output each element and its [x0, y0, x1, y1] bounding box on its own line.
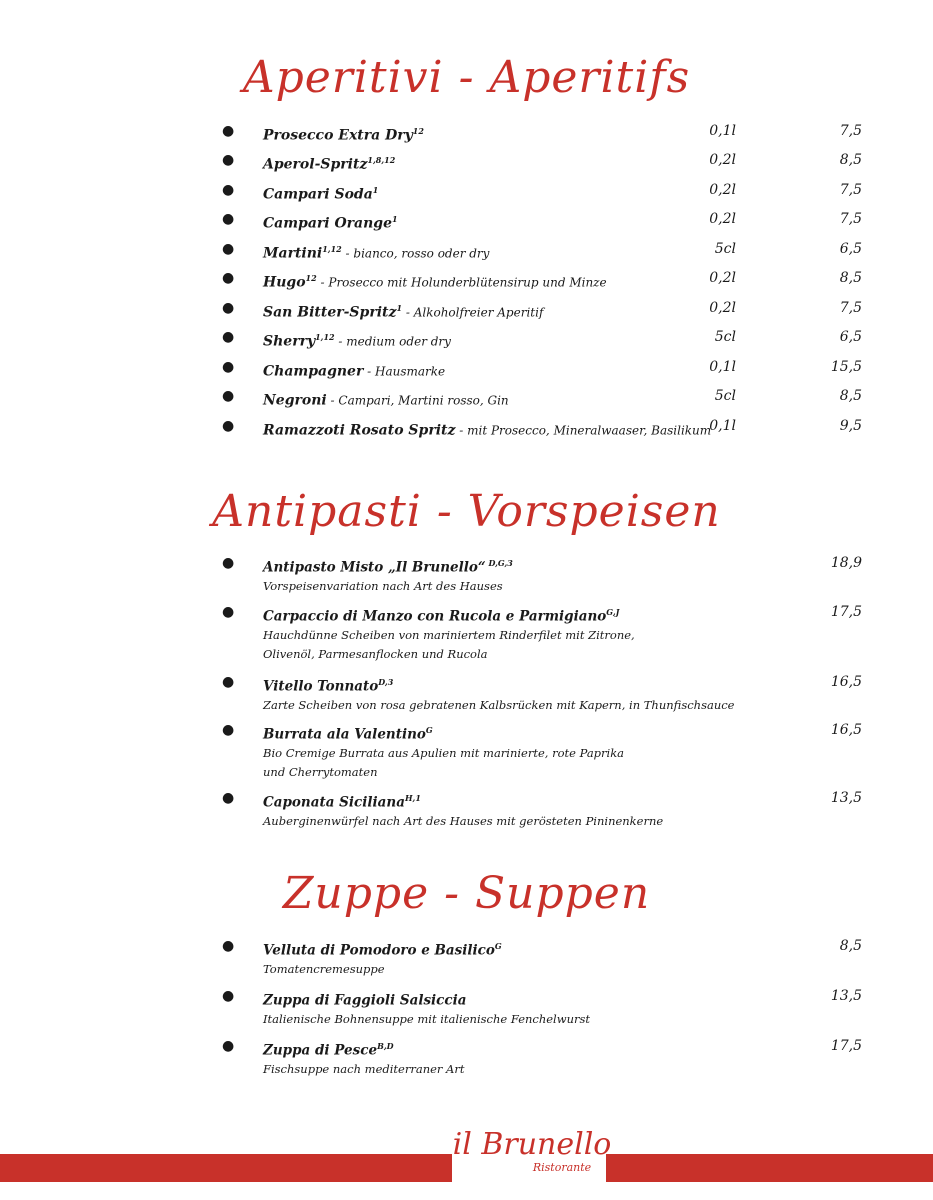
bullet-icon: ●	[222, 604, 235, 620]
item-name: Carpaccio di Manzo con Rucola e Parmigiano	[263, 608, 607, 625]
item-name: Vitello Tonnato	[263, 678, 379, 695]
item-price: 13,5	[830, 790, 862, 806]
item-name: Martini	[263, 245, 323, 262]
item-name: Sherry	[263, 333, 316, 350]
bullet-icon: ●	[222, 359, 235, 375]
bullet-icon: ●	[222, 152, 235, 168]
item-desc: - Campari, Martini rosso, Gin	[326, 393, 509, 408]
item-name: Zuppa di Pesce	[263, 1042, 378, 1059]
bullet-icon: ●	[222, 300, 235, 316]
item-allergens: 12	[412, 126, 424, 136]
menu-item	[222, 387, 862, 413]
item-name: Campari Soda	[263, 186, 373, 203]
section-title-soups: Zuppe - Suppen	[282, 868, 651, 919]
item-price: 9,5	[839, 418, 862, 434]
bullet-icon: ●	[222, 329, 235, 345]
item-name: Campari Orange	[263, 215, 392, 232]
item-allergens: 1	[396, 303, 403, 313]
item-volume: 0,1l	[709, 123, 736, 139]
item-price: 13,5	[830, 988, 862, 1004]
item-name: Prosecco Extra Dry	[263, 127, 413, 144]
section-title-starters: Antipasti - Vorspeisen	[212, 486, 721, 537]
menu-item	[222, 151, 862, 177]
bullet-icon: ●	[222, 270, 235, 286]
item-volume: 0,1l	[709, 418, 736, 434]
logo-wordmark: il Brunello	[452, 1127, 612, 1162]
item-name: San Bitter-Spritz	[263, 304, 397, 321]
item-price: 15,5	[830, 359, 862, 375]
item-allergens: G	[425, 725, 433, 735]
item-name: Zuppa di Faggioli Salsiccia	[263, 992, 467, 1009]
menu-item	[222, 269, 862, 295]
item-volume: 0,2l	[709, 270, 736, 286]
item-name: Aperol-Spritz	[263, 156, 368, 173]
item-desc: Auberginenwürfel nach Art des Hauses mit gerösteten Pininenkerne	[263, 813, 664, 828]
menu-item	[222, 210, 862, 236]
item-desc: Bio Cremige Burrata aus Apulien mit marinierte, rote Paprika	[263, 745, 625, 760]
item-allergens: 1	[391, 214, 398, 224]
item-desc: - bianco, rosso oder dry	[341, 246, 490, 261]
item-allergens: D,G,3	[485, 558, 513, 568]
item-volume: 0,1l	[709, 359, 736, 375]
item-volume: 0,2l	[709, 300, 736, 316]
item-desc: Zarte Scheiben von rosa gebratenen Kalbsrücken mit Kapern, in Thunfischsauce	[263, 697, 735, 712]
bullet-icon: ●	[222, 241, 235, 257]
menu-item	[222, 603, 862, 664]
item-price: 7,5	[839, 182, 862, 198]
bullet-icon: ●	[222, 555, 235, 571]
item-desc: Hauchdünne Scheiben von mariniertem Rinderfilet mit Zitrone,	[263, 627, 635, 642]
item-price: 17,5	[830, 1038, 862, 1054]
menu-item	[222, 417, 862, 443]
item-price: 8,5	[839, 388, 862, 404]
item-allergens: D,3	[378, 677, 394, 687]
bullet-icon: ●	[222, 123, 235, 139]
menu-item	[222, 358, 862, 384]
logo-subtitle: Ristorante	[532, 1161, 592, 1174]
item-desc-line2: Olivenöl, Parmesanflocken und Rucola	[263, 646, 488, 661]
bullet-icon: ●	[222, 790, 235, 806]
footer-bar-left	[0, 1154, 452, 1182]
item-desc: - medium oder dry	[334, 334, 451, 349]
item-allergens: 1,12	[322, 244, 342, 254]
menu-item	[222, 937, 862, 979]
bullet-icon: ●	[222, 988, 235, 1004]
item-price: 6,5	[839, 329, 862, 345]
item-allergens: 12	[305, 273, 317, 283]
item-name: Hugo	[263, 274, 306, 291]
menu-item	[222, 673, 862, 715]
item-allergens: 1,12	[315, 332, 335, 342]
bullet-icon: ●	[222, 182, 235, 198]
item-allergens: B,D	[377, 1041, 394, 1051]
bullet-icon: ●	[222, 211, 235, 227]
item-allergens: H,1	[404, 793, 421, 803]
item-desc: Italienische Bohnensuppe mit italienische Fenchelwurst	[263, 1011, 591, 1026]
item-allergens: 1,8,12	[367, 155, 396, 165]
item-price: 7,5	[839, 300, 862, 316]
item-price: 7,5	[839, 211, 862, 227]
item-desc: - Hausmarke	[363, 364, 446, 379]
item-name: Velluta di Pomodoro e Basilico	[263, 942, 495, 959]
item-desc: - mit Prosecco, Mineralwaaser, Basilikum	[455, 423, 712, 438]
item-desc: - Prosecco mit Holunderblütensirup und Minze	[316, 275, 607, 290]
bullet-icon: ●	[222, 418, 235, 434]
bullet-icon: ●	[222, 388, 235, 404]
item-desc: - Alkoholfreier Aperitif	[402, 305, 544, 320]
item-price: 7,5	[839, 123, 862, 139]
item-price: 16,5	[830, 722, 862, 738]
bullet-icon: ●	[222, 938, 235, 954]
item-price: 6,5	[839, 241, 862, 257]
menu-item	[222, 721, 862, 782]
item-price: 8,5	[839, 152, 862, 168]
bullet-icon: ●	[222, 1038, 235, 1054]
item-price: 18,9	[830, 555, 862, 571]
menu-item	[222, 299, 862, 325]
restaurant-logo	[452, 1128, 612, 1174]
item-name: Champagner	[263, 363, 364, 380]
item-volume: 0,2l	[709, 211, 736, 227]
item-volume: 0,2l	[709, 152, 736, 168]
item-volume: 5cl	[714, 329, 736, 345]
item-desc: Vorspeisenvariation nach Art des Hauses	[263, 578, 503, 593]
item-volume: 5cl	[714, 241, 736, 257]
item-volume: 5cl	[714, 388, 736, 404]
menu-item	[222, 122, 862, 148]
item-desc-line2: und Cherrytomaten	[263, 764, 378, 779]
menu-item	[222, 987, 862, 1029]
menu-item	[222, 1037, 862, 1079]
item-name: Antipasto Misto „Il Brunello“	[263, 559, 486, 576]
menu-item	[222, 789, 862, 831]
menu-item	[222, 181, 862, 207]
menu-item	[222, 554, 862, 596]
footer-bar-right	[606, 1154, 933, 1182]
item-price: 17,5	[830, 604, 862, 620]
menu-item	[222, 328, 862, 354]
item-name: Caponata Siciliana	[263, 794, 405, 811]
item-allergens: G	[494, 941, 502, 951]
menu-item	[222, 240, 862, 266]
item-name: Negroni	[263, 392, 327, 409]
item-allergens: 1	[372, 185, 379, 195]
item-name: Burrata ala Valentino	[263, 726, 426, 743]
section-title-aperitifs: Aperitivi - Aperitifs	[242, 52, 691, 103]
bullet-icon: ●	[222, 674, 235, 690]
item-desc: Fischsuppe nach mediterraner Art	[263, 1061, 465, 1076]
item-price: 16,5	[830, 674, 862, 690]
item-price: 8,5	[839, 270, 862, 286]
item-price: 8,5	[839, 938, 862, 954]
item-volume: 0,2l	[709, 182, 736, 198]
bullet-icon: ●	[222, 722, 235, 738]
item-desc: Tomatencremesuppe	[263, 961, 385, 976]
item-allergens: G,J	[606, 607, 620, 617]
item-name: Ramazzoti Rosato Spritz	[263, 422, 456, 439]
